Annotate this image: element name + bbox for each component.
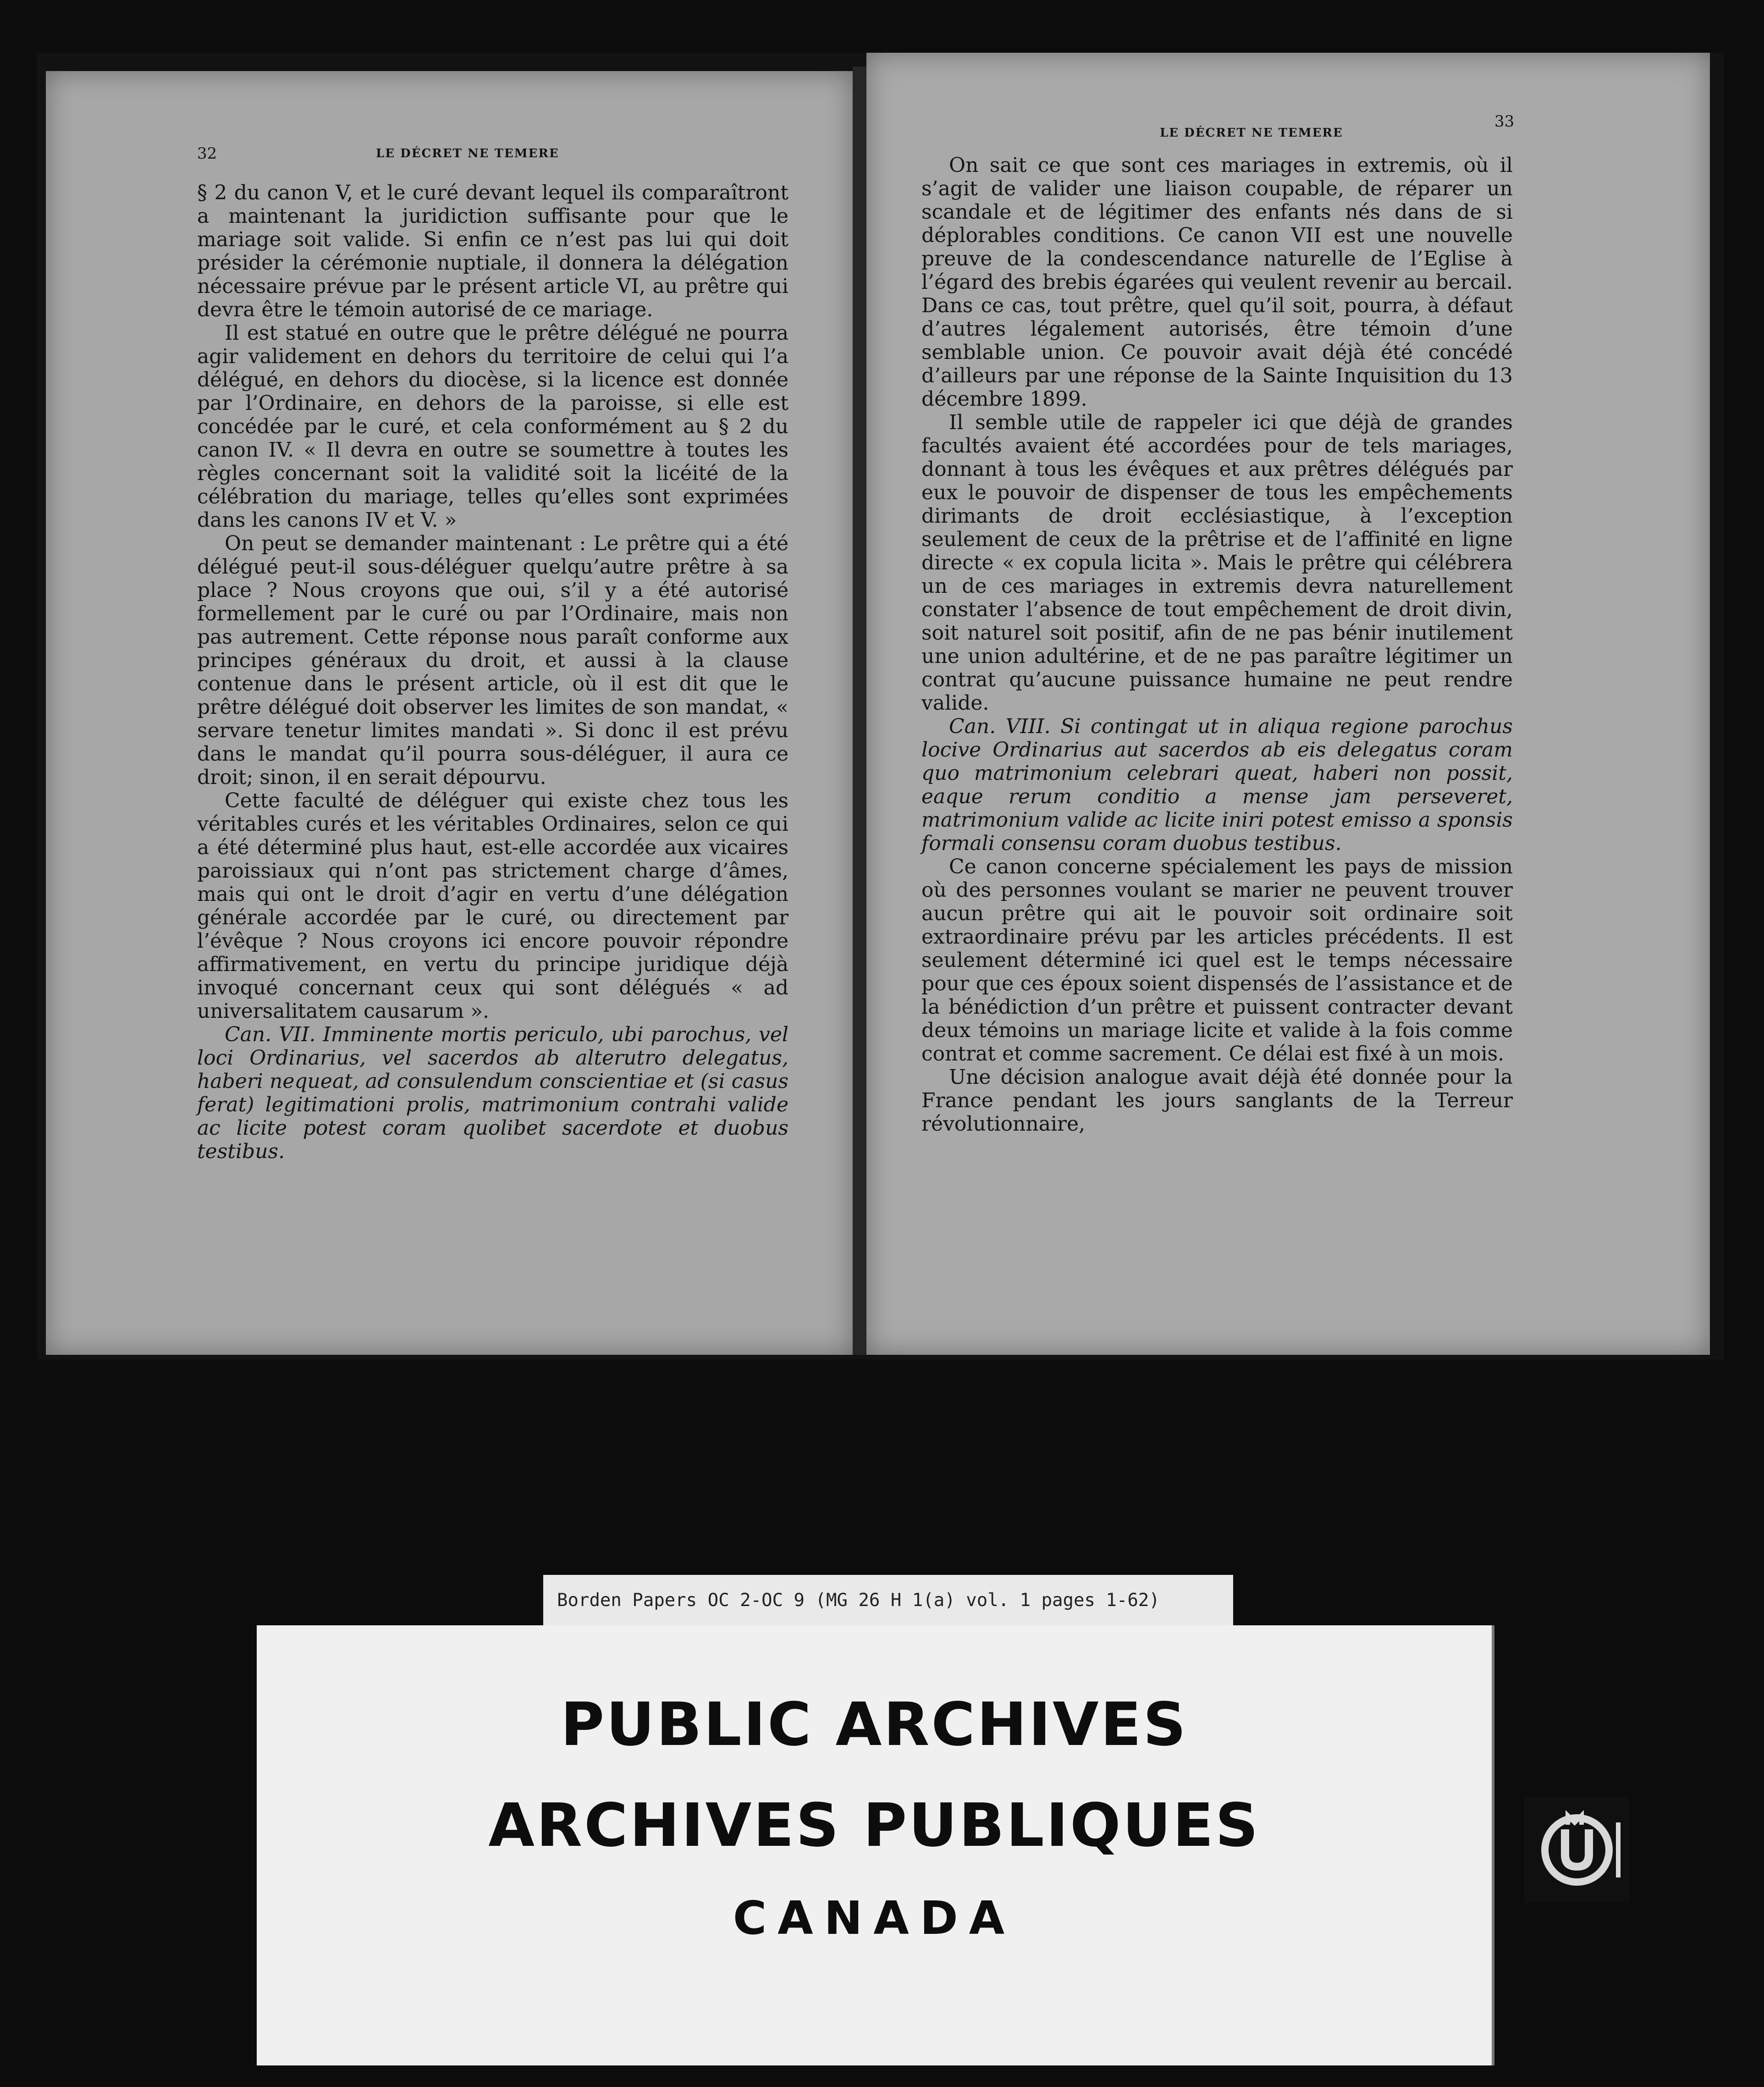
page-number: 33 <box>1494 112 1515 131</box>
archive-card <box>257 1625 1494 2065</box>
paragraph: On sait ce que sont ces mariages in extremis, où il s’agit de valider une liaison coupable, de réparer un scandale et de légitimer des enfants nés dans de si déplorables conditions. Ce canon VII est une nouvelle preuve de la condescendance naturelle de l’Eglise à l’égard des brebis égarées qui veulent revenir au bercail. Dans ce cas, tout prêtre, quel qu’il soit, pourra, à défaut d’autres légalement autorisés, être témoin d’une semblable union. Ce pouvoir avait déjà été concédé d’ailleurs par une réponse de la Sainte Inquisition du 13 décembre 1899. <box>921 154 1513 411</box>
card-line-archives-publiques: ARCHIVES PUBLIQUES <box>488 1790 1260 1860</box>
page-text <box>921 154 1513 1136</box>
paragraph: Il est statué en outre que le prêtre délégué ne pourra agir validement en dehors du territoire de celui qui l’a délégué, en dehors du diocèse, si la licence est donnée par l’Ordinaire, en dehors de la paroisse, si elle est concédée par le curé, et cela conformément au § 2 du canon IV. « Il devra en outre se soumettre à toutes les règles concernant soit la validité soit la licéité de la célébration du mariage, telles qu’elles sont exprimées dans les canons IV et V. » <box>197 321 788 532</box>
paragraph: Une décision analogue avait déjà été donnée pour la France pendant les jours sanglants de la Terreur révolutionnaire, <box>921 1066 1513 1136</box>
left-page <box>46 71 853 1355</box>
paragraph: Il semble utile de rappeler ici que déjà de grandes facultés avaient été accordées pour de tels mariages, donnant à tous les évêques et aux prêtres délégués par eux le pouvoir de dispenser de tous les empêchements dirimants de droit ecclésiastique, à l’exception seulement de ceux de la prêtrise et de l’affinité en ligne directe « ex copula licita ». Mais le prêtre qui célébrera un de ces mariages in extremis devra naturellement constater l’absence de tout empêchement de droit divin, soit naturel soit positif, afin de ne pas bénir inutilement une union adultérine, et de ne pas paraître légitimer un contrat qu’aucune puissance humaine ne peut rendre valide. <box>921 411 1513 715</box>
card-line-canada: CANADA <box>733 1891 1016 1945</box>
paragraph: Ce canon concerne spécialement les pays de mission où des personnes voulant se marier ne peuvent trouver aucun prêtre qui ait le pouvoir soit ordinaire soit extraordinaire prévu par les articles précédents. Il est seulement déterminé ici quel est le temps nécessaire pour que ces époux soient dispensés de l’assistance et de la bénédiction d’un prêtre et puissent contracter devant deux témoins un mariage licite et valide à la fois comme contrat et comme sacrement. Ce délai est fixé à un mois. <box>921 855 1513 1066</box>
archive-reel-label: Borden Papers OC 2-OC 9 (MG 26 H 1(a) vol. 1 pages 1-62) <box>543 1575 1233 1625</box>
paragraph: § 2 du canon V, et le curé devant lequel ils comparaîtront a maintenant la juridiction suffisante pour que le mariage soit valide. Si enfin ce n’est pas lui qui doit présider la cérémonie nuptiale, il donnera la délégation nécessaire prévue par le présent article VI, au prêtre qui devra être le témoin autorisé de ce mariage. <box>197 181 788 321</box>
book-spread <box>37 53 1724 1359</box>
card-line-public-archives: PUBLIC ARCHIVES <box>560 1689 1188 1759</box>
page-text <box>197 181 788 1163</box>
right-page <box>866 53 1710 1355</box>
paragraph: On peut se demander maintenant : Le prêtre qui a été délégué peut-il sous-déléguer quelqu’autre prêtre à sa place ? Nous croyons que oui, s’il y a été autorisé formellement par le curé ou par l’Ordinaire, mais non pas autrement. Cette réponse nous paraît conforme aux principes généraux du droit, et aussi à la clause contenue dans le présent article, où il est dit que le prêtre délégué doit observer les limites de son mandat, « servare tenetur limites mandati ». Si donc il est prévu dans le mandat qu’il pourra sous-déléguer, il aura ce droit; sinon, il en serait dépourvu. <box>197 532 788 789</box>
book-gutter <box>853 66 866 1355</box>
page-number: 32 <box>197 144 217 163</box>
paragraph: Cette faculté de déléguer qui existe chez tous les véritables curés et les véritables Ordinaires, selon ce qui a été déterminé plus haut, est-elle accordée aux vicaires paroissiaux qui n’ont pas strictement charge d’âmes, mais qui ont le droit d’agir en vertu d’une délégation générale accordée par le curé, ou directement par l’évêque ? Nous croyons ici encore pouvoir répondre affirmativement, en vertu du principe juridique déjà invoqué concernant ceux qui sont délégués « ad universalitatem causarum ». <box>197 789 788 1023</box>
paragraph-canon-vii: Can. VII. Imminente mortis periculo, ubi parochus, vel loci Ordinarius, vel sacerdos ab alterutro delegatus, haberi nequeat, ad consulendum conscientiae et (si casus ferat) legitimationi prolis, matrimonium contrahi valide ac licite potest coram quolibet sacerdote et duobus testibus. <box>197 1023 788 1163</box>
paragraph-canon-viii: Can. VIII. Si contingat ut in aliqua regione parochus locive Ordinarius aut sacerdos ab eis delegatus coram quo matrimonium celebrari queat, haberi non possit, eaque rerum conditio a mense jam perseveret, matrimonium valide ac licite iniri potest emisso a sponsis formali consensu coram duobus testibus. <box>921 715 1513 855</box>
running-head: LE DÉCRET NE TEMERE <box>1160 126 1343 140</box>
running-head: LE DÉCRET NE TEMERE <box>376 147 559 160</box>
archives-logo-icon <box>1524 1797 1630 1903</box>
